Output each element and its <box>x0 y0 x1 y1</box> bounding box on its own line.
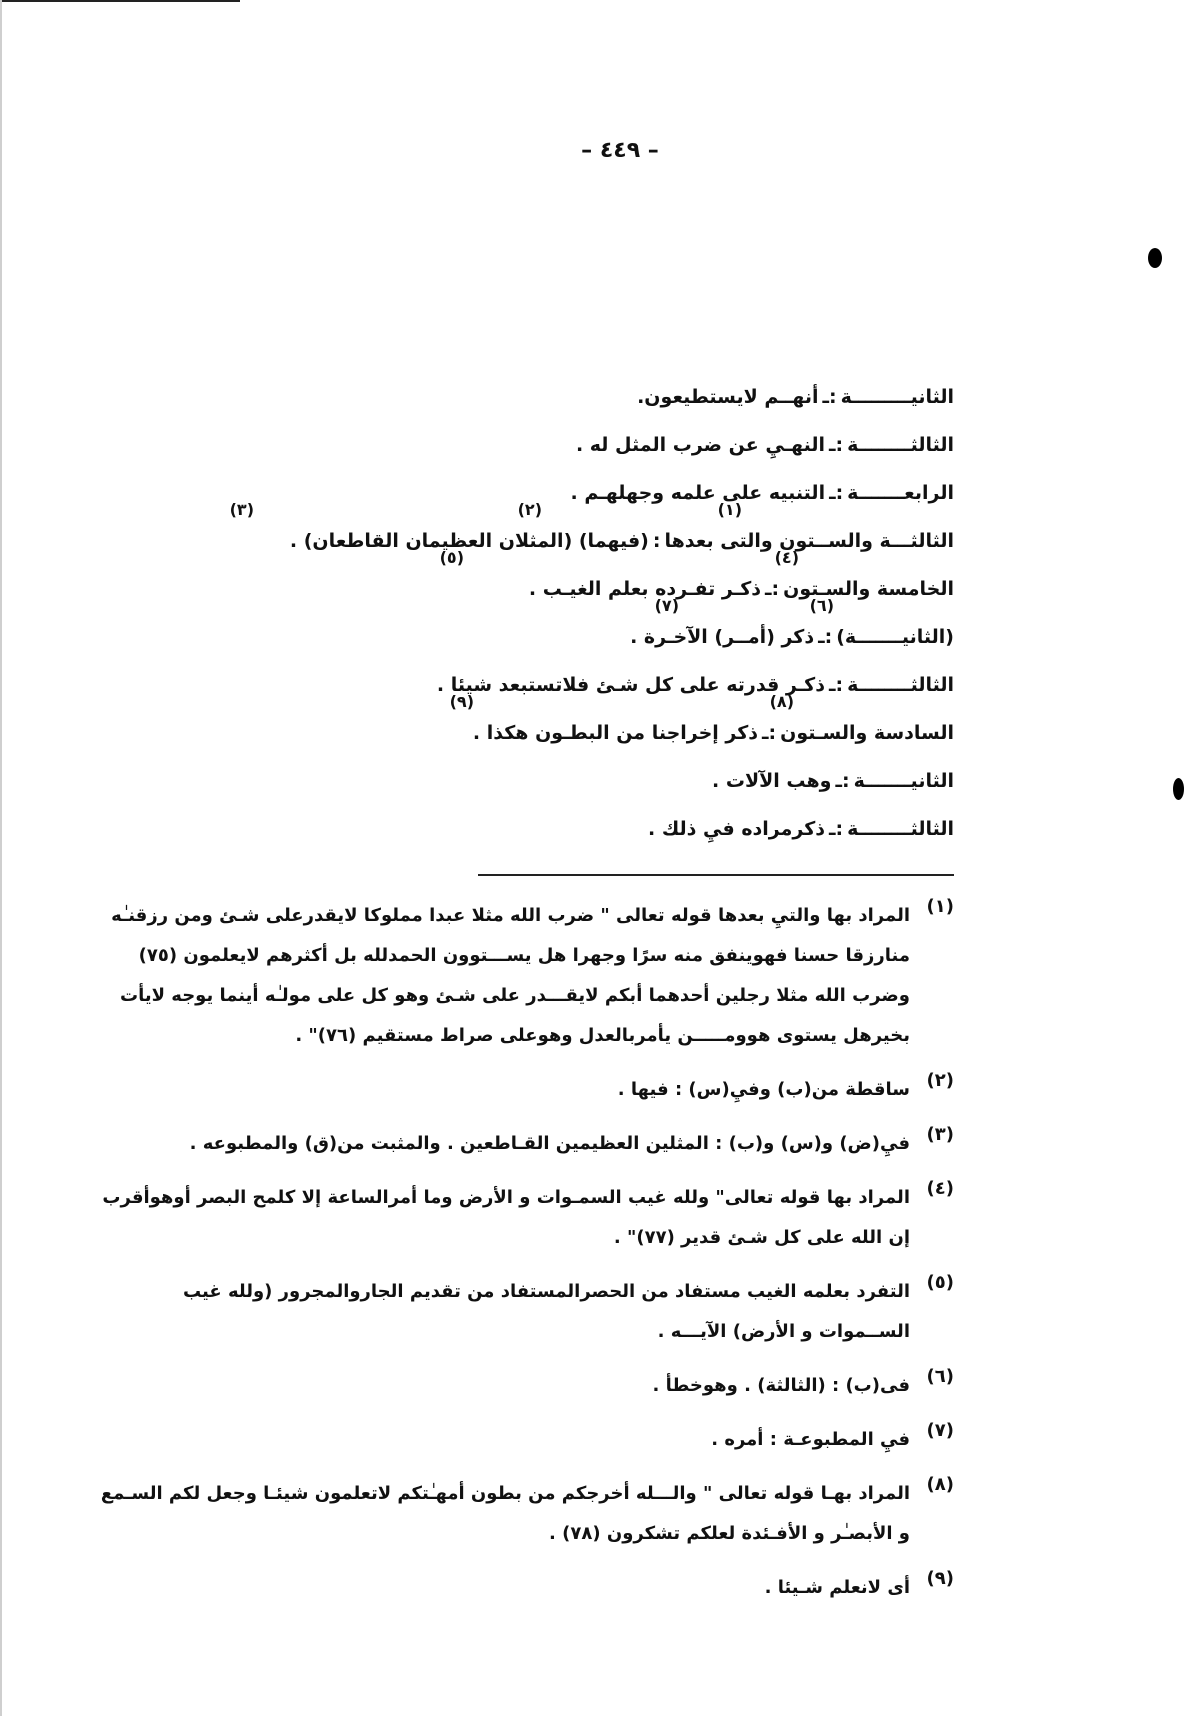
footnote-text: المراد بهـا قوله تعالى " والـــله أخرجكم من بطون أمهـٰتكم لاتعلمون شيئـا وجعل لكم السـمع و الأبصـٰر و الأفـئدة لعلكم تشكرون (٧٨) . <box>100 1483 910 1544</box>
footnote-ref: (٧) <box>654 596 679 615</box>
footnote-number: (٣) <box>926 1124 954 1145</box>
ink-blot <box>1173 778 1184 800</box>
footnote-number: (٢) <box>926 1070 954 1091</box>
line-text: ذكر إخراجنا من البطـون هكذا . <box>472 722 759 744</box>
line-separator: :ـ <box>835 770 850 792</box>
footnote-number: (٥) <box>926 1272 954 1293</box>
footnote <box>94 896 954 1056</box>
footnote-number: (٩) <box>926 1568 954 1589</box>
line-separator: : <box>652 530 661 552</box>
line-label: (الثانيـــــــة) <box>836 626 954 648</box>
footnote <box>94 1366 954 1406</box>
line-label: الثالثــــــــة <box>847 818 954 840</box>
line-text: (فيهما) (المثلان العظيمان القاطعان) . <box>289 530 649 552</box>
line-text: ذكـر قدرته على كل شـئ فلاتستبعد شيئا . <box>436 674 825 696</box>
text-line <box>134 548 954 600</box>
text-line <box>134 648 954 696</box>
line-text: التنبيه على علمه وجهلهـم . <box>570 482 826 504</box>
page-number: – ٤٤٩ – <box>581 138 659 163</box>
footnote <box>94 1420 954 1460</box>
footnote-ref: (٤) <box>774 548 799 567</box>
footnote-number: (١) <box>926 896 954 917</box>
top-edge-line <box>0 0 240 2</box>
footnotes <box>94 896 954 1622</box>
footnote <box>94 1124 954 1164</box>
line-separator: :ـ <box>829 434 844 456</box>
footnote-ref: (٣) <box>229 500 254 519</box>
footnote-number: (٨) <box>926 1474 954 1495</box>
text-line <box>134 500 954 552</box>
line-text: ذكـر تفـرده بعلم الغيـب . <box>528 578 762 600</box>
left-page-edge <box>0 0 2 1716</box>
footnote-text: فيِ(ض) و(س) و(ب) : المثلين العظيمين القـاطعين . والمثبت من(ق) والمطبوعه . <box>189 1133 910 1154</box>
line-separator: :ـ <box>829 818 844 840</box>
line-text: ذكر (أمــر) الآخـرة . <box>630 626 815 648</box>
footnote-number: (٦) <box>926 1366 954 1387</box>
footnote-number: (٧) <box>926 1420 954 1441</box>
text-line <box>134 408 954 456</box>
footnote-ref: (٨) <box>769 692 794 711</box>
text-line <box>134 792 954 840</box>
line-label: الثالثــــــــة <box>847 674 954 696</box>
footnote-divider <box>478 874 954 876</box>
main-text <box>134 360 954 840</box>
line-separator: :ـ <box>765 578 780 600</box>
footnote <box>94 1178 954 1258</box>
line-separator: :ـ <box>762 722 777 744</box>
line-label: الثالثــــــــة <box>847 434 954 456</box>
footnote <box>94 1568 954 1608</box>
footnote-number: (٤) <box>926 1178 954 1199</box>
ink-blot <box>1148 248 1162 268</box>
text-line <box>134 456 954 504</box>
footnote-text: أى لانعلم شـيئا . <box>764 1577 910 1598</box>
line-separator: :ـ <box>829 482 844 504</box>
footnote-text: فى(ب) : (الثالثة) . وهوخطأ . <box>652 1375 910 1396</box>
line-label: الرابعـــــــة <box>847 482 954 504</box>
line-label: الخامسة والسـتون <box>783 578 954 600</box>
line-separator: :ـ <box>822 386 837 408</box>
footnote-text: المراد بها قوله تعالى" ولله غيب السمـوات و الأرض وما أمرالساعة إلا كلمح البصر أوهوأقرب إن الله على كل شـئ قدير (٧٧)" . <box>102 1187 910 1248</box>
text-line <box>134 360 954 408</box>
footnote-ref: (٩) <box>449 692 474 711</box>
footnote-text: ساقطة من(ب) وفيِ(س) : فيها . <box>617 1079 910 1100</box>
line-text: أنهــم لايستطيعون. <box>637 386 819 408</box>
line-label: السادسة والسـتون <box>780 722 954 744</box>
text-line <box>134 692 954 744</box>
footnote-text: فيِ المطبوعـة : أمره . <box>711 1429 910 1450</box>
footnote-ref: (٢) <box>517 500 542 519</box>
line-text: ذكرمراده فيِ ذلك . <box>648 818 825 840</box>
line-separator: :ـ <box>829 674 844 696</box>
footnote <box>94 1272 954 1352</box>
line-separator: :ـ <box>818 626 833 648</box>
line-label: الثانيـــــــــة <box>840 386 954 408</box>
line-label: الثانيـــــــة <box>853 770 954 792</box>
footnote-text: المراد بها والتيِ بعدها قوله تعالى " ضرب الله مثلا عبدا مملوكا لايقدرعلى شـئ ومن رزقنـٰه منارزقا حسنا فهوينفق منه سرًا وجهرا هل يســـتوون الحمدلله بل أكثرهم لايعلمون (٧٥) وضرب الله مثلا رجلين أحدهما أبكم لايقـــدر على شـئ وهو كل على مولـٰه أينما يوجه لايأت بخيرهل يستوى هوومـــــن يأمربالعدل وهوعلى صراط مستقيم (٧٦)" . <box>111 905 910 1046</box>
footnote-text: التفرد بعلمه الغيب مستفاد من الحصرالمستفاد من تقديم الجاروالمجرور (ولله غيب الســموات و الأرض) الآيـــه . <box>182 1281 910 1342</box>
footnote-ref: (١) <box>717 500 742 519</box>
line-text: النهـيِ عن ضرب المثل له . <box>575 434 825 456</box>
footnote <box>94 1474 954 1554</box>
line-label: الثالثـــة والســتون والتى بعدها <box>664 530 954 552</box>
text-line <box>134 596 954 648</box>
text-line <box>134 744 954 792</box>
line-text: وهب الآلات . <box>712 770 832 792</box>
footnote-ref: (٦) <box>809 596 834 615</box>
footnote-ref: (٥) <box>439 548 464 567</box>
footnote <box>94 1070 954 1110</box>
